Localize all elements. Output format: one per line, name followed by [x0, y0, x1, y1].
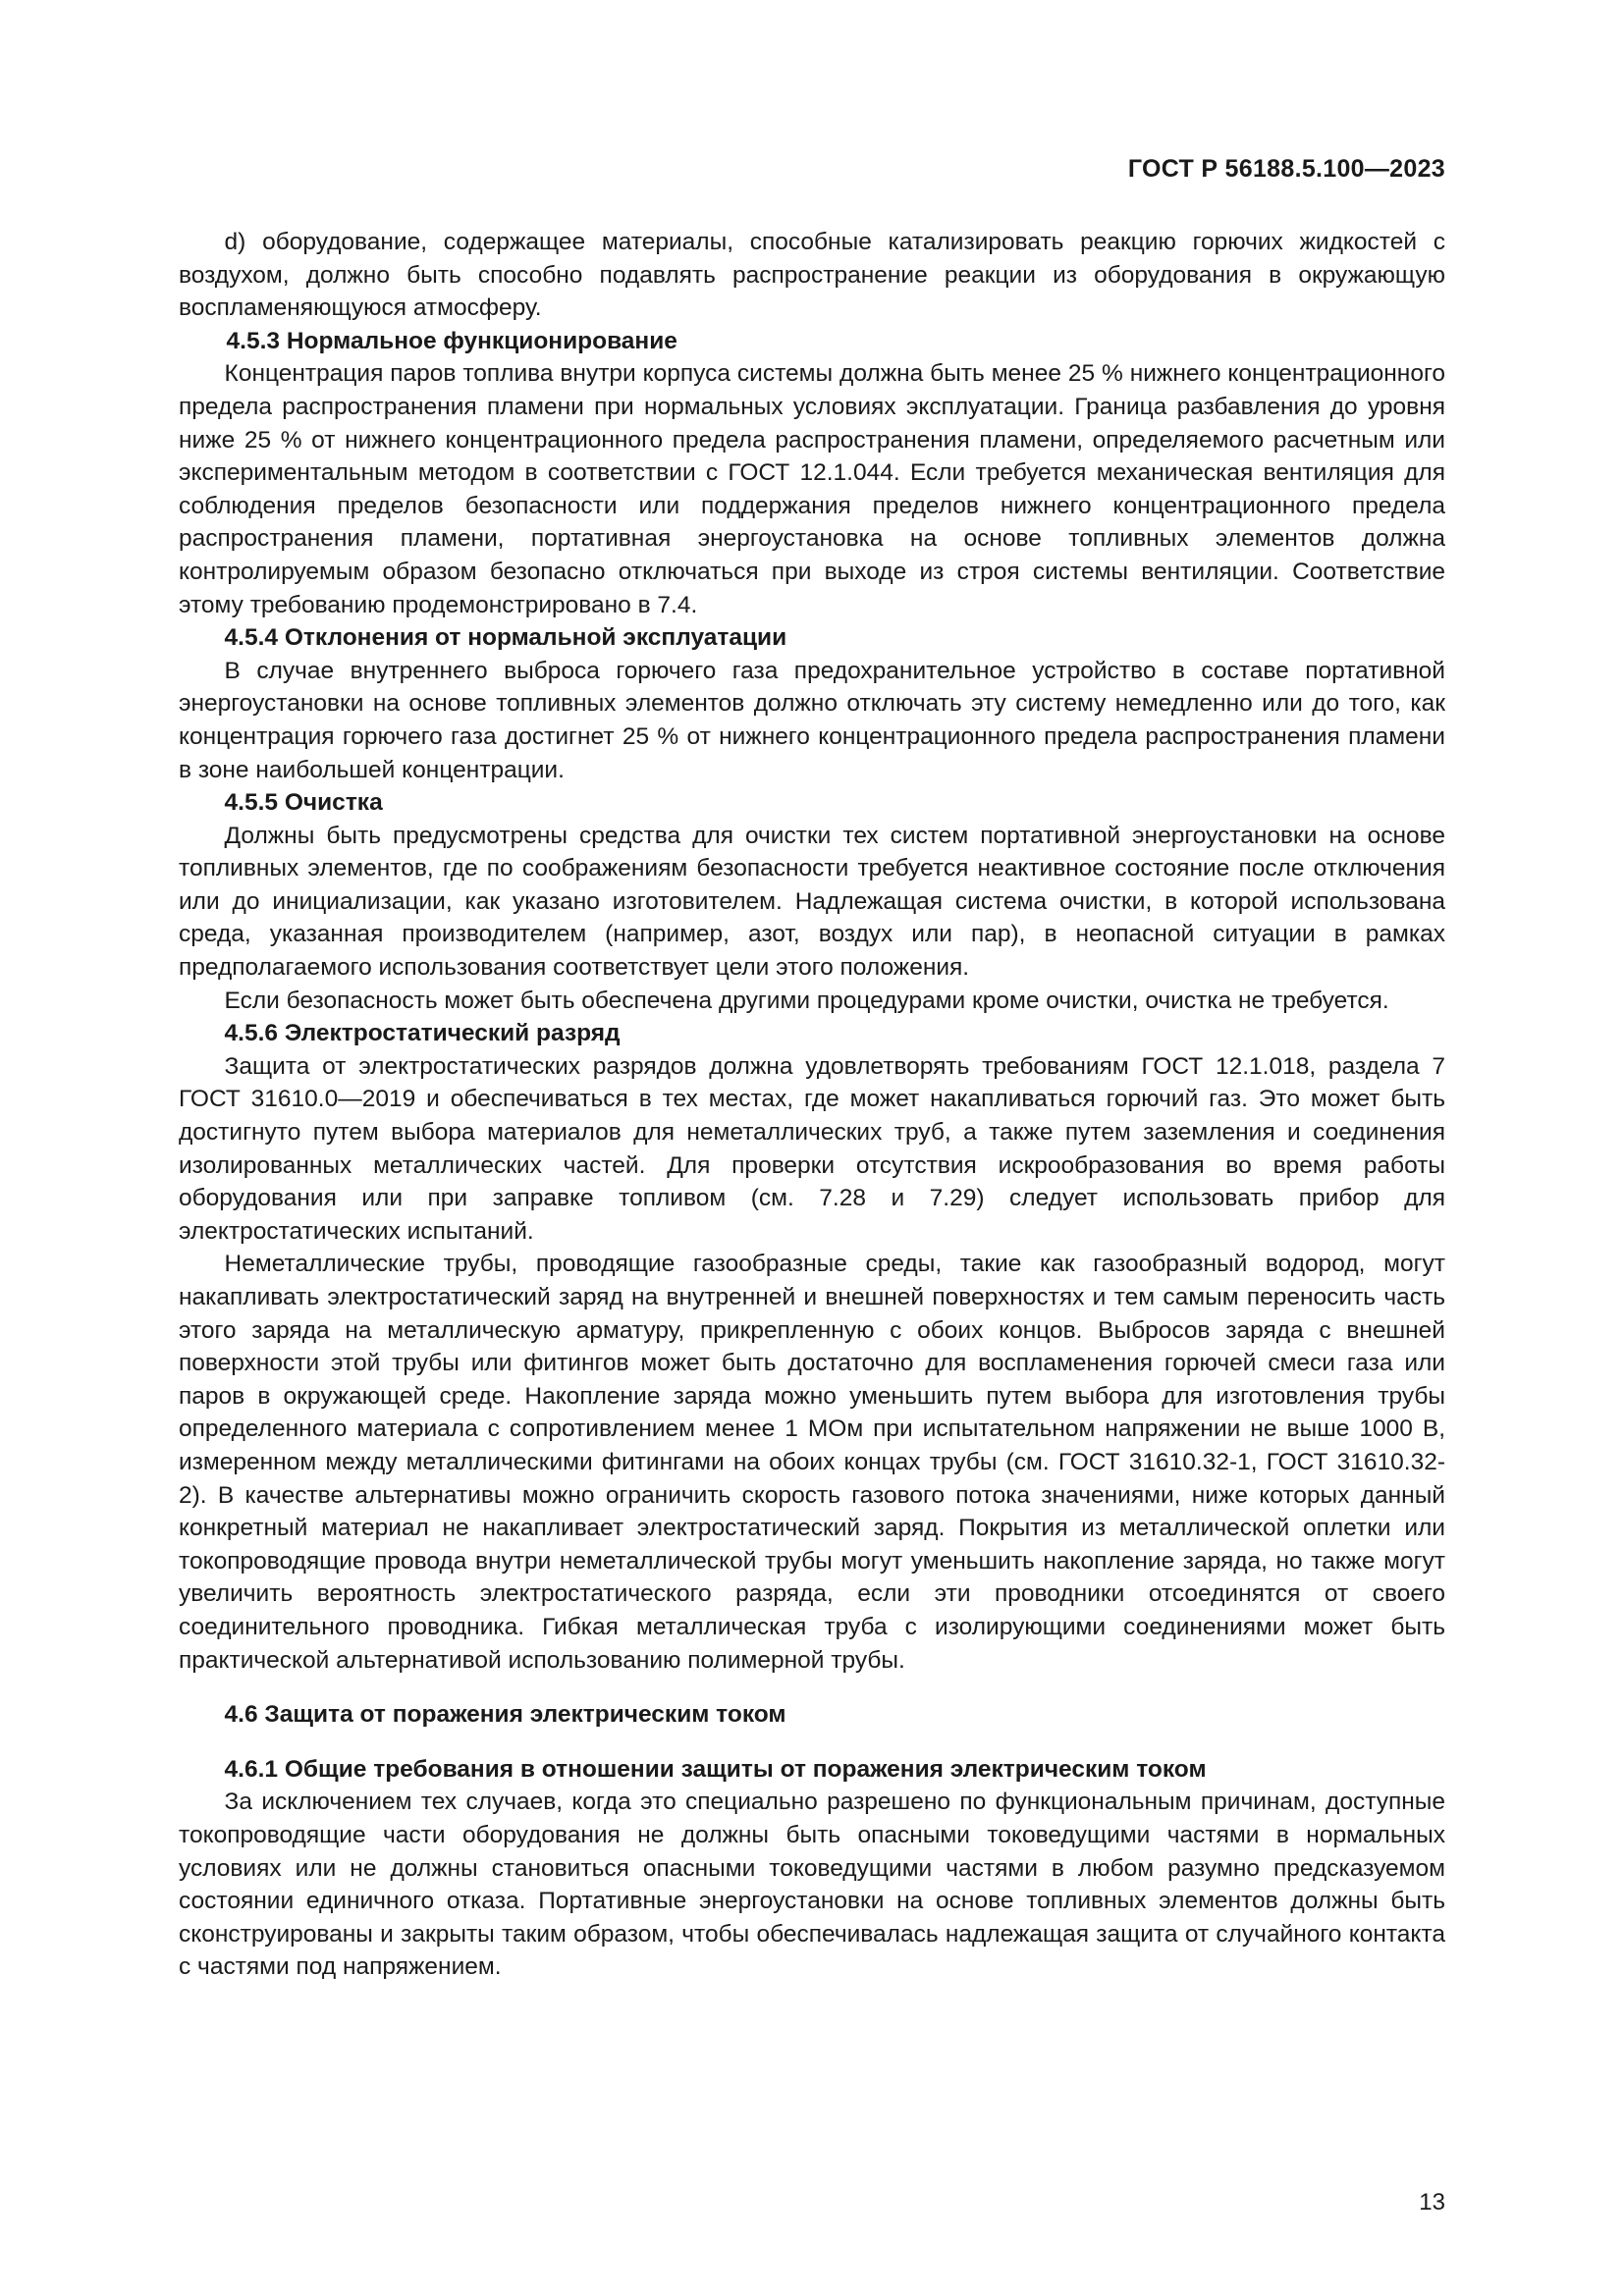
- standard-code-header: ГОСТ Р 56188.5.100—2023: [1127, 155, 1445, 183]
- section-heading-4-5-4: 4.5.4 Отклонения от нормальной эксплуатации: [224, 624, 787, 652]
- paragraph-4-5-6-a: Защита от электростатических разрядов должна удовлетворять требованиям ГОСТ 12.1.018, раздела 7 ГОСТ 31610.0—2019 и обеспечиваться в тех местах, где может накапливаться горючий газ. Это может быть достигнуто путем выбора материалов для неметаллических труб, а также путем заземления и соединения изолированных металлических частей. Для проверки отсутствия искрообразования во время работы оборудования или при заправке топливом (см. 7.28 и 7.29) следует использовать прибор для электростатических испытаний.: [179, 1052, 1445, 1245]
- spacer: [179, 1677, 1445, 1698]
- paragraph-4-5-3: Концентрация паров топлива внутри корпуса системы должна быть менее 25 % нижнего концентрационного предела распространения пламени при нормальных условиях эксплуатации. Граница разбавления до уровня ниже 25 % от нижнего концентрационного предела распространения пламени, определяемого расчетным или экспериментальным методом в соответствии с ГОСТ 12.1.044. Если требуется механическая вентиляция для соблюдения пределов безопасности или поддержания пределов нижнего концентрационного предела распространения пламени, портативная энергоустановка на основе топливных элементов должна контролируемым образом безопасно отключаться при выходе из строя системы вентиляции. Соответствие этому требованию продемонстрировано в 7.4.: [179, 360, 1445, 618]
- section-heading-4-6: 4.6 Защита от поражения электрическим током: [224, 1701, 786, 1729]
- section-heading-4-5-5: 4.5.5 Очистка: [224, 789, 383, 817]
- paragraph-4-5-5-a: Должны быть предусмотрены средства для очистки тех систем портативной энергоустановки на основе топливных элементов, где по соображениям безопасности требуется неактивное состояние после отключения или до инициализации, как указано изготовителем. Надлежащая система очистки, в которой использована среда, указанная производителем (например, азот, воздух или пар), в неопасной ситуации в рамках предполагаемого использования соответствует цели этого положения.: [179, 822, 1445, 982]
- paragraph-item-d: d) оборудование, содержащее материалы, способные катализировать реакцию горючих жидкостей с воздухом, должно быть способно подавлять распространение реакции из оборудования в окружающую воспламеняющуюся атмосферу.: [179, 229, 1445, 322]
- section-heading-4-5-6: 4.5.6 Электростатический разряд: [224, 1020, 621, 1047]
- section-heading-4-5-3: 4.5.3 Нормальное функционирование: [226, 327, 677, 354]
- paragraph-4-6-1: За исключением тех случаев, когда это специально разрешено по функциональным причинам, доступные токопроводящие части оборудования не должны быть опасными токоведущими частями в нормальных условиях или не должны становиться опасными токоведущими частями в любом разумно предсказуемом состоянии единичного отказа. Портативные энергоустановки на основе топливных элементов должны быть сконструированы и закрыты таким образом, чтобы обеспечивалась надлежащая защита от случайного контакта с частями под напряжением.: [179, 1789, 1445, 1981]
- paragraph-4-5-4: В случае внутреннего выброса горючего газа предохранительное устройство в составе портативной энергоустановки на основе топливных элементов должно отключать эту систему немедленно или до того, как концентрация горючего газа достигнет 25 % от нижнего концентрационного предела распространения пламени в зоне наибольшей концентрации.: [179, 657, 1445, 783]
- page-number: 13: [1419, 2189, 1445, 2216]
- paragraph-4-5-6-b: Неметаллические трубы, проводящие газообразные среды, такие как газообразный водород, могут накапливать электростатический заряд на внутренней и внешней поверхностях и тем самым переносить часть этого заряда на металлическую арматуру, прикрепленную с обоих концов. Выбросов заряда с внешней поверхности этой трубы или фитингов может быть достаточно для воспламенения горючей смеси газа или паров в окружающей среде. Накопление заряда можно уменьшить путем выбора для изготовления трубы определенного материала с сопротивлением менее 1 МОм при испытательном напряжении не выше 1000 В, измеренном между металлическими фитингами на обоих концах трубы (см. ГОСТ 31610.32-1, ГОСТ 31610.32-2). В качестве альтернативы можно ограничить скорость газового потока значениями, ниже которых данный конкретный материал не накапливает электростатический заряд. Покрытия из металлической оплетки или токопроводящие провода внутри неметаллической трубы могут уменьшить накопление заряда, но также могут увеличить вероятность электростатического разряда, если эти проводники отсоединятся от своего соединительного проводника. Гибкая металлическая труба с изолирующими соединениями может быть практической альтернативой использованию полимерной трубы.: [179, 1251, 1445, 1674]
- section-heading-4-6-1: 4.6.1 Общие требования в отношении защиты от поражения электрическим током: [224, 1755, 1207, 1783]
- spacer: [179, 1732, 1445, 1753]
- document-body: [179, 226, 1445, 1984]
- paragraph-4-5-5-b: Если безопасность может быть обеспечена другими процедурами кроме очистки, очистка не требуется.: [224, 987, 1389, 1014]
